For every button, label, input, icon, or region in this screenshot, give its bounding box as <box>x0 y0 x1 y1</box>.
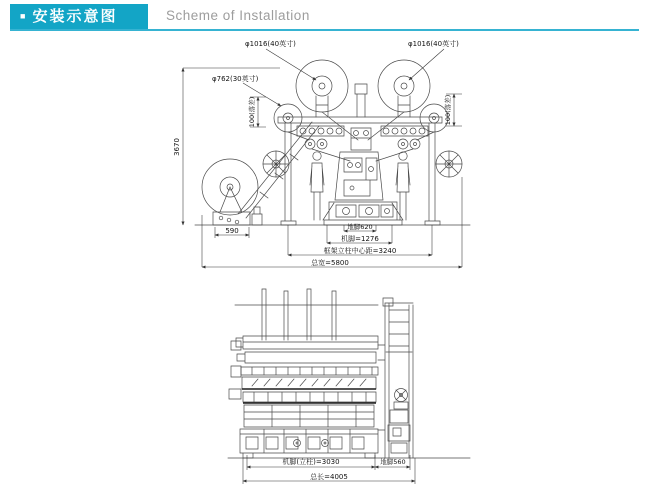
bullet-square-icon: ■ <box>20 11 26 21</box>
top-frame-beam <box>278 117 442 123</box>
dim-height-total-label: 3670 <box>173 138 181 156</box>
dia-roll-top-left-label: φ1016(40英寸) <box>245 40 296 48</box>
mid-band <box>243 392 376 402</box>
fabric-roll-top-left <box>296 60 348 117</box>
center-beam-support <box>355 84 367 117</box>
section-title-en: Scheme of Installation <box>166 8 310 23</box>
side-dimensions <box>243 455 415 484</box>
heald-rods <box>262 289 336 340</box>
dim-anchor-length-label: 地脚560 <box>380 458 406 466</box>
warp-beam-stand <box>213 207 262 225</box>
roller-bank-right <box>381 126 428 136</box>
lower-rolls <box>244 405 374 427</box>
front-structure <box>195 60 470 225</box>
machine-base <box>240 429 378 458</box>
dim-anchor-width-label: 地脚620 <box>347 223 373 231</box>
side-wheel-right <box>436 151 462 177</box>
side-elevation-view <box>228 289 470 484</box>
dia-roll-top-right-label: φ1016(40英寸) <box>408 40 459 48</box>
dim-column-distance-label: 框架立柱中心距=3240 <box>323 247 397 255</box>
dim-drop-right-label: 100(落差) <box>444 94 452 126</box>
upper-band <box>241 367 378 375</box>
dim-total-length-label: 总长=4005 <box>310 473 348 481</box>
front-elevation-view <box>173 39 470 267</box>
left-frame-column <box>281 123 296 225</box>
right-frame-ladder <box>378 298 413 458</box>
left-brackets <box>229 341 241 399</box>
front-dimensions <box>173 39 462 267</box>
dim-drop-left-label: 100(落差) <box>248 96 256 128</box>
center-mechanism <box>351 128 371 150</box>
dia-roll-side-label: φ762(30英寸) <box>212 75 259 83</box>
loom-main-body <box>335 152 383 200</box>
leader-1016-right <box>409 49 444 80</box>
operator-figure-left <box>310 152 324 220</box>
side-structure <box>228 289 470 458</box>
section-title-zh: 安装示意图 <box>32 8 118 25</box>
loom-pedestal <box>323 202 403 225</box>
dim-foot-width-label: 机脚=1276 <box>341 235 379 243</box>
cloth-roll-lower <box>237 352 376 363</box>
right-frame-column <box>425 123 440 225</box>
dim-foot-length-label: 机脚(立柱)=3030 <box>282 458 340 466</box>
inclined-ramp <box>238 122 319 218</box>
leader-1016-left <box>266 49 316 80</box>
roller-bank-left <box>297 126 344 136</box>
guide-rollers <box>305 139 420 149</box>
warp-threads <box>288 112 434 161</box>
dim-stand-width-label: 590 <box>225 227 239 235</box>
warp-beam-roll <box>202 159 258 215</box>
operator-figure-right <box>396 152 410 220</box>
lease-band <box>242 377 376 389</box>
dim-total-width-label: 总宽=5800 <box>311 259 349 267</box>
